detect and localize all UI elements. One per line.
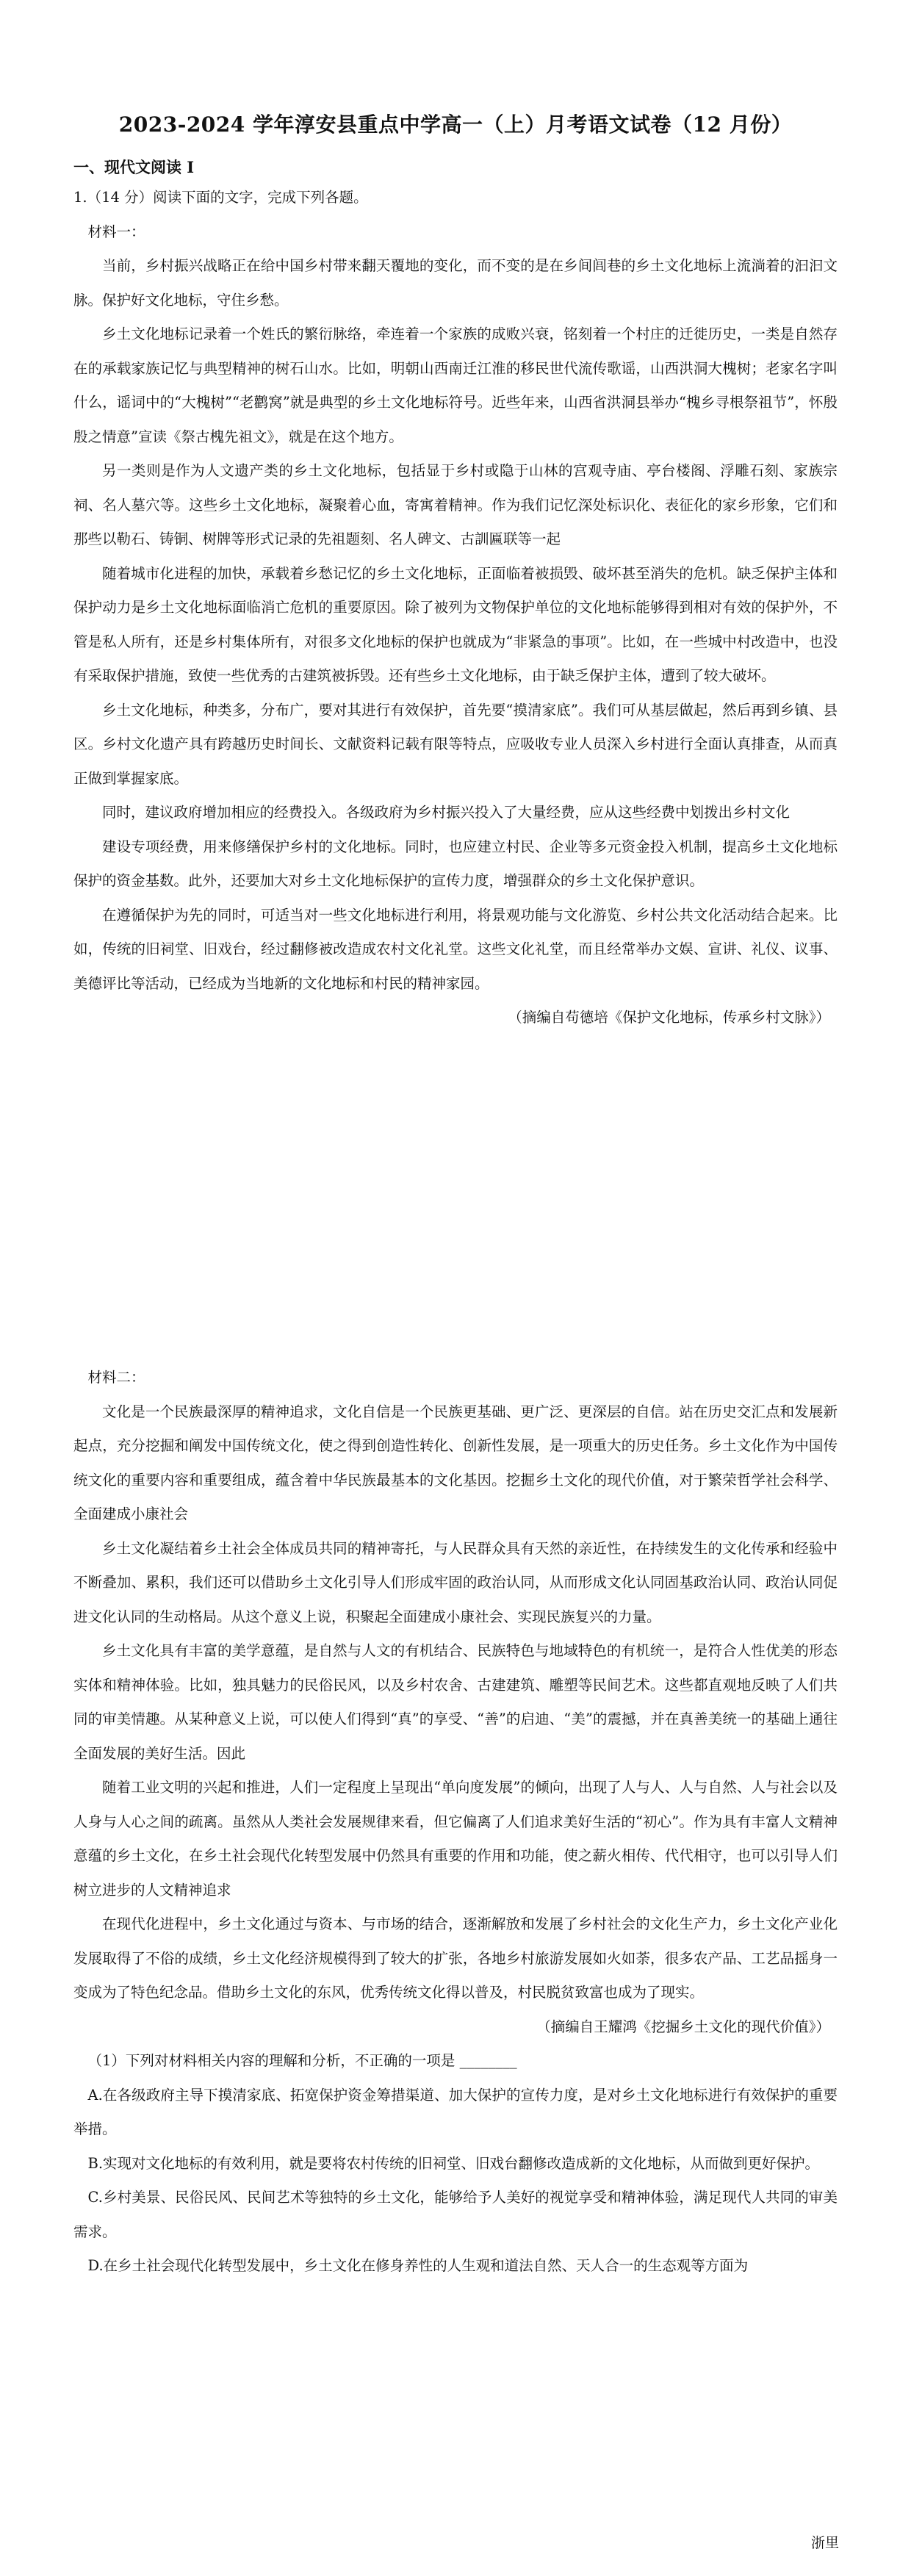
- paragraph: 随着工业文明的兴起和推进，人们一定程度上呈现出“单向度发展”的倾向，出现了人与人、人与自然、人与社会以及人身与人心之间的疏离。虽然从人类社会发展规律来看，但它偏离了人们追求美好生活的“初心”。作为具有丰富人文精神意蕴的乡土文化，在乡土社会现代化转型发展中仍然具有重要的作用和功能，使之薪火相传、代代相守，也可以引导人们树立进步的人文精神追求: [73, 1779, 838, 1899]
- material-two-label: 材料二：: [87, 1369, 145, 1386]
- paragraph: 乡土文化具有丰富的美学意蕴，是自然与人文的有机结合、民族特色与地域特色的有机统一，是符合人性优美的形态实体和精神体验。比如，独具魅力的民俗民风，以及乡村农舍、古建建筑、雕塑等民间艺术。这些都直观地反映了人们共同的审美情趣。从某种意义上说，可以使人们得到“真”的享受、“善”的启迪、“美”的震撼，并在真善美统一的基础上通往全面发展的美好生活。因此: [73, 1642, 838, 1762]
- paragraph: 在现代化进程中，乡土文化通过与资本、与市场的结合，逐渐解放和发展了乡村社会的文化生产力，乡土文化产业化发展取得了不俗的成绩，乡土文化经济规模得到了较大的扩张，各地乡村旅游发展如火如荼，很多农产品、工艺品摇身一变成为了特色纪念品。借助乡土文化的东风，优秀传统文化得以普及，村民脱贫致富也成为了现实。: [73, 1915, 838, 2001]
- material-one: [73, 181, 838, 1035]
- section-heading: 一、现代文阅读 I: [73, 158, 195, 176]
- material-two-source: （摘编自王耀鸿《挖掘乡土文化的现代价值》）: [536, 2018, 830, 2035]
- paragraph: 乡土文化地标，种类多，分布广，要对其进行有效保护，首先要“摸清家底”。我们可从基层做起，然后再到乡镇、县区。乡村文化遗产具有跨越历史时间长、文献资料记载有限等特点，应吸收专业人员深入乡村进行全面认真排查，从而真正做到掌握家底。: [73, 701, 838, 787]
- paragraph: 随着城市化进程的加快，承载着乡愁记忆的乡土文化地标，正面临着被损毁、破坏甚至消失的危机。缺乏保护主体和保护动力是乡土文化地标面临消亡危机的重要原因。除了被列为文物保护单位的文化地标能够得到相对有效的保护外，不管是私人所有，还是乡村集体所有，对很多文化地标的保护也就成为“非紧急的事项”。比如，在一些城中村改造中，也没有采取保护措施，致使一些优秀的古建筑被拆毁。还有些乡土文化地标，由于缺乏保护主体，遭到了较大破坏。: [73, 564, 838, 684]
- paragraph: 当前，乡村振兴战略正在给中国乡村带来翻天覆地的变化，而不变的是在乡间闾巷的乡土文化地标上流淌着的汩汩文脉。保护好文化地标，守住乡愁。: [73, 257, 838, 309]
- paragraph: 文化是一个民族最深厚的精神追求，文化自信是一个民族更基础、更广泛、更深层的自信。站在历史交汇点和发展新起点，充分挖掘和阐发中国传统文化，使之得到创造性转化、创新性发展，是一项重大的历史任务。乡土文化作为中国传统文化的重要内容和重要组成，蕴含着中华民族最基本的文化基因。挖掘乡土文化的现代价值，对于繁荣哲学社会科学、全面建成小康社会: [73, 1403, 838, 1522]
- material-two: [73, 1361, 838, 2284]
- option-a: A.在各级政府主导下摸清家底、拓宽保护资金筹措渠道、加大保护的宣传力度，是对乡土文化地标进行有效保护的重要举措。: [73, 2086, 838, 2137]
- exam-title: 2023-2024 学年淳安县重点中学高一（上）月考语文试卷（12 月份）: [118, 112, 793, 137]
- option-c: C.乡村美景、民俗民风、民间艺术等独特的乡土文化，能够给予人美好的视觉享受和精神体验，满足现代人共同的审美需求。: [73, 2189, 838, 2240]
- option-b: B.实现对文化地标的有效利用，就是要将农村传统的旧祠堂、旧戏台翻修改造成新的文化地标，从而做到更好保护。: [87, 2154, 820, 2172]
- paragraph: 乡土文化凝结着乡土社会全体成员共同的精神寄托，与人民群众具有天然的亲近性，在持续发生的文化传承和经验中不断叠加、累积，我们还可以借助乡土文化引导人们形成牢固的政治认同，从而形成文化认同固基政治认同、政治认同促进文化认同的生动格局。从这个意义上说，积聚起全面建成小康社会、实现民族复兴的力量。: [73, 1539, 838, 1625]
- material-one-label: 材料一：: [87, 223, 145, 240]
- question-intro: 1.（14 分）阅读下面的文字，完成下列各题。: [73, 189, 368, 206]
- material-one-source: （摘编自苟德培《保护文化地标，传承乡村文脉》）: [508, 1009, 830, 1026]
- paragraph: 另一类则是作为人文遗产类的乡土文化地标，包括显于乡村或隐于山林的宫观寺庙、亭台楼阁、浮雕石刻、家族宗祠、名人墓穴等。这些乡土文化地标，凝聚着心血，寄寓着精神。作为我们记忆深处标识化、表征化的家乡形象，它们和那些以勒石、铸铜、树牌等形式记录的先祖题刻、名人碑文、古訓匾联等一起: [73, 462, 838, 547]
- paragraph: 同时，建议政府增加相应的经费投入。各级政府为乡村振兴投入了大量经费，应从这些经费中划拨出乡村文化: [102, 804, 791, 821]
- option-d: D.在乡土社会现代化转型发展中，乡土文化在修身养性的人生观和道法自然、天人合一的生态观等方面为: [87, 2257, 749, 2274]
- paragraph: 在遵循保护为先的同时，可适当对一些文化地标进行利用，将景观功能与文化游览、乡村公共文化活动结合起来。比如，传统的旧祠堂、旧戏台，经过翻修被改造成农村文化礼堂。这些文化礼堂，而且经常举办文娱、宣讲、礼仪、议事、美德评比等活动，已经成为当地新的文化地标和村民的精神家园。: [73, 906, 838, 992]
- paragraph: 建设专项经费，用来修缮保护乡村的文化地标。同时，也应建立村民、企业等多元资金投入机制，提高乡土文化地标保护的资金基数。此外，还要加大对乡土文化地标保护的宣传力度，增强群众的乡土文化保护意识。: [73, 838, 838, 889]
- page-footer: 浙里: [810, 2535, 839, 2551]
- paragraph: 乡土文化地标记录着一个姓氏的繁衍脉络，牵连着一个家族的成败兴衰，铭刻着一个村庄的迁徙历史，一类是自然存在的承载家族记忆与典型精神的树石山水。比如，明朝山西南迁江淮的移民世代流传歌谣，山西洪洞大槐树；老家名字叫什么，谣词中的“大槐树”“老鹳窝”就是典型的乡土文化地标符号。近些年来，山西省洪洞县举办“槐乡寻根祭祖节”，怀殷殷之情意”宣读《祭古槐先祖文》，就是在这个地方。: [73, 325, 838, 445]
- question-stem: （1）下列对材料相关内容的理解和分析，不正确的一项是 ________: [87, 2052, 517, 2069]
